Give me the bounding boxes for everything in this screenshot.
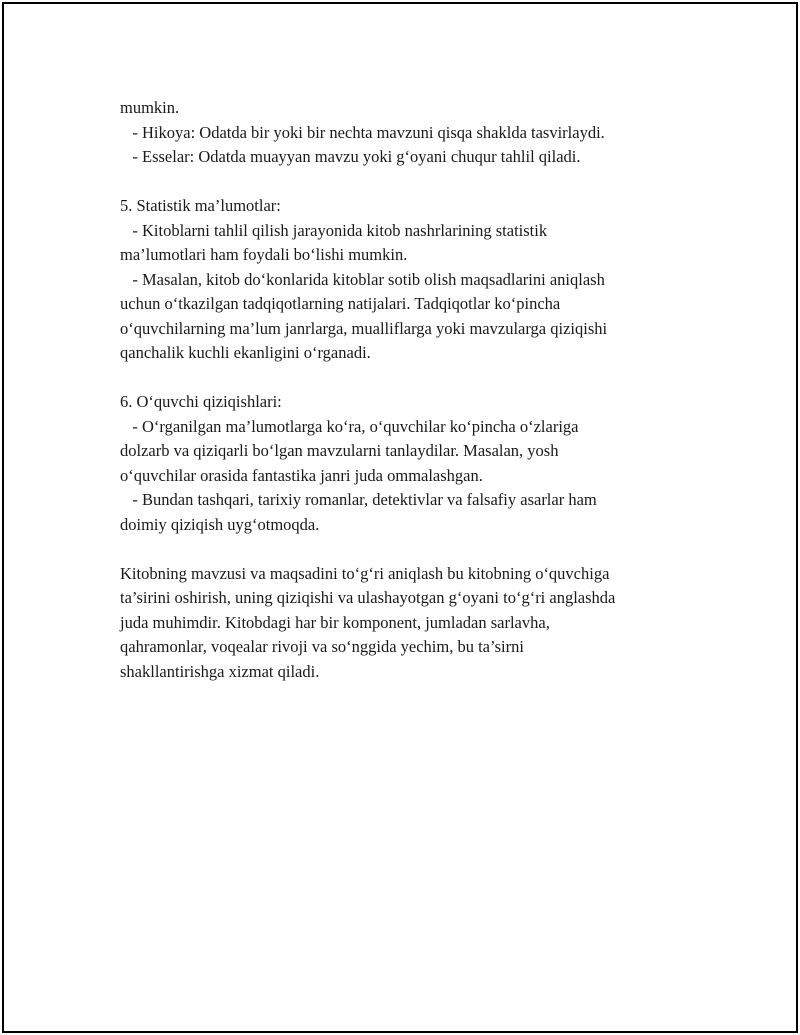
text-line: uchun o‘tkazilgan tadqiqotlarning natijalari. Tadqiqotlar ko‘pincha <box>120 294 561 313</box>
paragraph-spacer <box>120 170 720 195</box>
text-line: qanchalik kuchli ekanligini o‘rganadi. <box>120 343 371 362</box>
text-line: - Masalan, kitob do‘konlarida kitoblar sotib olish maqsadlarini aniqlash <box>120 269 605 289</box>
text-line: o‘quvchilar orasida fantastika janri juda ommalashgan. <box>120 465 483 485</box>
section-heading: 6. O‘quvchi qiziqishlari: <box>120 392 282 411</box>
text-line: ma’lumotlari ham foydali bo‘lishi mumkin. <box>120 245 408 264</box>
text-line: mumkin. <box>120 98 180 117</box>
section-statistics <box>120 194 720 366</box>
text-line: juda muhimdir. Kitobdagi har bir komponent, jumladan sarlavha, <box>120 612 550 632</box>
text-line: - Esselar: Odatda muayyan mavzu yoki g‘oyani chuqur tahlil qiladi. <box>120 147 581 166</box>
text-line: ta’sirini oshirish, uning qiziqishi va ulashayotgan g‘oyani to‘g‘ri anglashda <box>120 588 616 607</box>
text-line: qahramonlar, voqealar rivoji va so‘nggida yechim, bu ta’sirni <box>120 637 524 656</box>
paragraph-conclusion <box>120 562 720 685</box>
paragraph-spacer <box>120 537 720 562</box>
text-line: doimiy qiziqish uyg‘otmoqda. <box>120 514 320 534</box>
text-line: - Hikoya: Odatda bir yoki bir nechta mavzuni qisqa shaklda tasvirlaydi. <box>120 122 605 142</box>
text-line: o‘quvchilarning ma’lum janrlarga, mualliflarga yoki mavzularga qiziqishi <box>120 318 608 338</box>
paragraph-list-continuation <box>120 96 720 170</box>
text-line: - O‘rganilgan ma’lumotlarga ko‘ra, o‘quvchilar ko‘pincha o‘zlariga <box>120 416 579 436</box>
text-line: - Kitoblarni tahlil qilish jarayonida kitob nashrlarining statistik <box>120 220 548 240</box>
document-page <box>2 2 798 1033</box>
text-line: Kitobning mavzusi va maqsadini to‘g‘ri aniqlash bu kitobning o‘quvchiga <box>120 563 610 583</box>
text-line: shakllantirishga xizmat qiladi. <box>120 661 320 681</box>
section-heading: 5. Statistik ma’lumotlar: <box>120 196 281 215</box>
text-line: - Bundan tashqari, tarixiy romanlar, detektivlar va falsafiy asarlar ham <box>120 490 597 509</box>
text-line: dolzarb va qiziqarli bo‘lgan mavzularni tanlaydilar. Masalan, yosh <box>120 441 559 460</box>
section-reader-interests <box>120 390 720 537</box>
paragraph-spacer <box>120 366 720 391</box>
document-body <box>120 96 720 684</box>
